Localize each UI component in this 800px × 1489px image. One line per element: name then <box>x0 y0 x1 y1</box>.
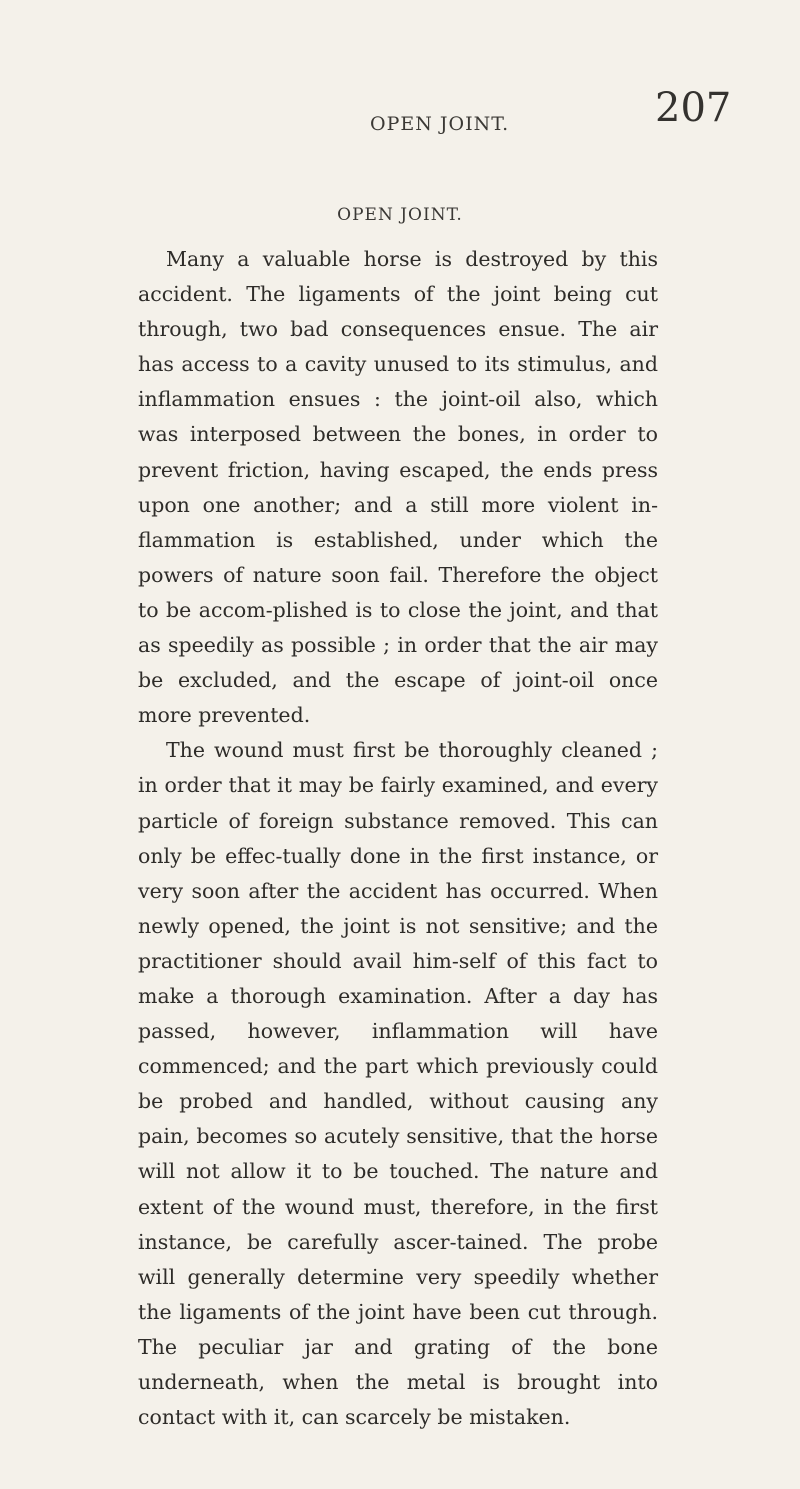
running-title: OPEN JOINT. <box>370 113 510 135</box>
section-title: OPEN JOINT. <box>337 205 463 225</box>
paragraph-2: The wound must first be thoroughly cleaned ; in order that it may be fairly examined, and every particle of foreign substance removed. This can only be effec-tually done in the first instance, or very soon after the accident has occurred. When newly opened, the joint is not sensitive; and the practitioner should avail him-self of this fact to make a thorough examination. After a day has passed, however, inflammation will have commenced; and the part which previously could be probed and handled, without causing any pain, becomes so acutely sensitive, that the horse will not allow it to be touched. The nature and extent of the wound must, therefore, in the first instance, be carefully ascer-tained. The probe will generally determine very speedily whether the ligaments of the joint have been cut through. The peculiar jar and grating of the bone underneath, when the metal is brought into contact with it, can scarcely be mistaken. <box>138 738 658 1430</box>
body-text <box>138 242 658 1435</box>
page-number: 207 <box>655 85 732 131</box>
running-header <box>0 85 800 145</box>
paragraph-1: Many a valuable horse is destroyed by this accident. The ligaments of the joint being cut through, two bad consequences ensue. The air has access to a cavity unused to its stimulus, and inflammation ensues : the joint-oil also, which was interposed between the bones, in order to prevent friction, having escaped, the ends press upon one another; and a still more violent in-flammation is established, under which the powers of nature soon fail. Therefore the object to be accom-plished is to close the joint, and that as speedily as possible ; in order that the air may be excluded, and the escape of joint-oil once more prevented. <box>138 247 658 728</box>
